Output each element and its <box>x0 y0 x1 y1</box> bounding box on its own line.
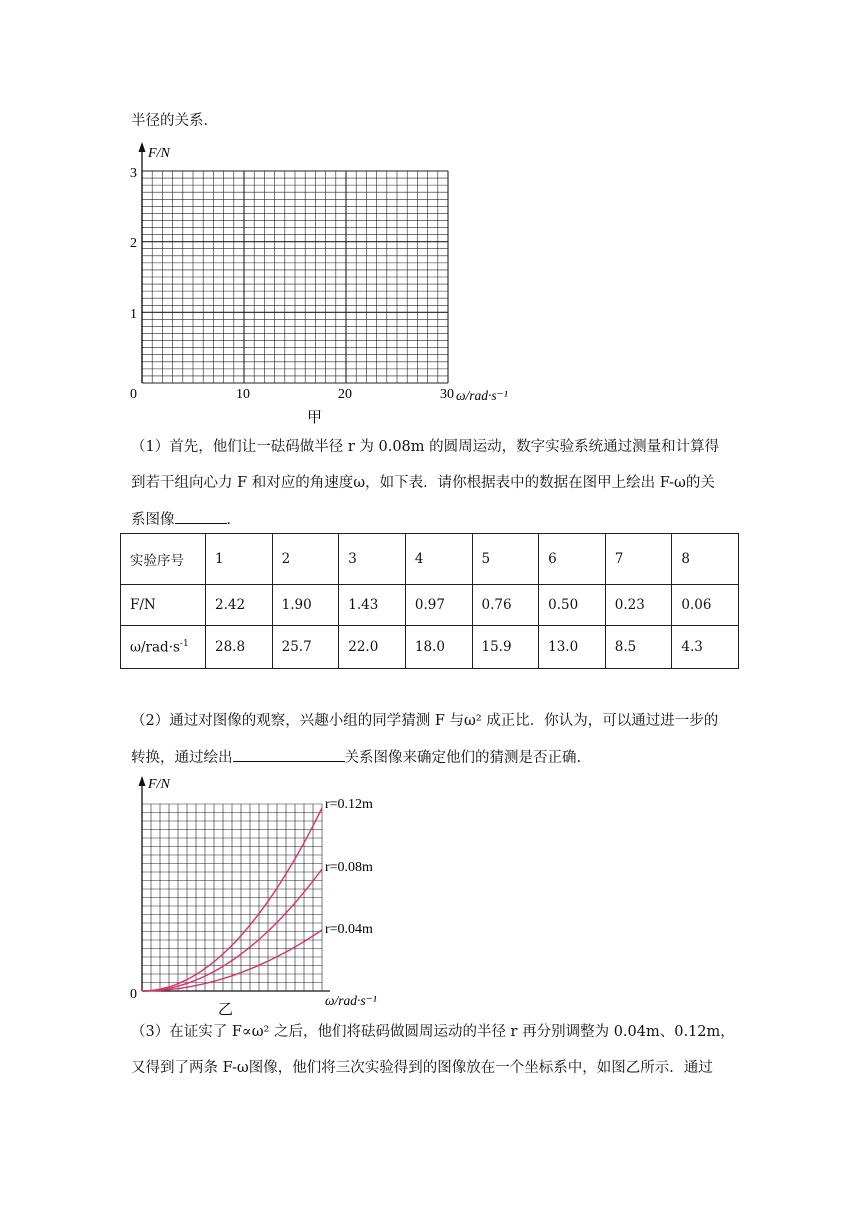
table-cell: 0.23 <box>605 585 672 626</box>
table-cell: 2.42 <box>206 585 273 626</box>
omega-unit-exponent: -1 <box>179 638 189 649</box>
table-cell: 18.0 <box>405 626 472 669</box>
table-cell: 0.76 <box>472 585 539 626</box>
graph-jia-x-tick-30: 30 <box>440 387 454 402</box>
curve-label-r-0.04: r=0.04m <box>325 922 373 937</box>
curve-label-r-0.12: r=0.12m <box>325 797 373 812</box>
table-cell: 1.90 <box>272 585 339 626</box>
curve-r-0.04 <box>142 930 322 991</box>
table-cell: 0.97 <box>405 585 472 626</box>
table-row <box>121 534 739 585</box>
table-cell: 13.0 <box>539 626 606 669</box>
table-cell: 1.43 <box>339 585 406 626</box>
graph-jia-caption: 甲 <box>307 410 323 426</box>
graph-jia-y-tick-1: 1 <box>130 307 137 322</box>
table-row-label: 实验序号 <box>121 534 206 585</box>
curve-r-0.08 <box>142 869 322 991</box>
table-cell: 7 <box>605 534 672 585</box>
table-cell: 25.7 <box>272 626 339 669</box>
graph-jia-x-tick-20: 20 <box>338 387 352 402</box>
graph-yi-origin: 0 <box>130 987 137 1002</box>
table-cell: 5 <box>472 534 539 585</box>
q3-line-1: （3）在证实了 F∝ω² 之后，他们将砝码做圆周运动的半径 r 再分别调整为 0.04m、0.12m， <box>131 1024 735 1040</box>
table-cell: 6 <box>539 534 606 585</box>
graph-jia-y-arrow-icon <box>139 142 146 152</box>
table-row-label: F/N <box>121 585 206 626</box>
graph-yi-grid <box>142 804 330 991</box>
omega-unit-text: ω/rad·s <box>130 639 180 656</box>
q2-line-2-suffix: 关系图像来确定他们的猜测是否正确. <box>344 750 582 766</box>
graph-jia-origin: 0 <box>130 387 137 402</box>
data-table <box>120 533 739 669</box>
table-cell: 2 <box>272 534 339 585</box>
table-cell: 0.06 <box>672 585 739 626</box>
graph-jia-x-tick-10: 10 <box>236 387 250 402</box>
table-row <box>121 585 739 626</box>
graph-jia-y-tick-2: 2 <box>130 236 137 251</box>
q2-line-1: （2）通过对图像的观察，兴趣小组的同学猜测 F 与ω² 成正比．你认为，可以通过进一步的 <box>131 713 719 729</box>
graph-yi-x-label: ω/rad·s⁻¹ <box>325 993 377 1008</box>
table-cell: 3 <box>339 534 406 585</box>
q1-answer-blank[interactable] <box>175 509 227 524</box>
table-cell: 0.50 <box>539 585 606 626</box>
table-cell: 4 <box>405 534 472 585</box>
graph-jia-y-label: F/N <box>148 146 170 161</box>
q1-line-3-prefix: 系图像 <box>131 512 175 528</box>
graph-yi-caption: 乙 <box>218 1002 234 1018</box>
table-cell: 1 <box>206 534 273 585</box>
q2-line-2-prefix: 转换，通过绘出 <box>131 750 233 766</box>
graph-jia-y-tick-3: 3 <box>130 166 137 181</box>
q2-line-2 <box>131 747 581 768</box>
table-cell: 22.0 <box>339 626 406 669</box>
table-cell: 8 <box>672 534 739 585</box>
graph-yi-curves <box>142 808 322 991</box>
table-cell: 15.9 <box>472 626 539 669</box>
table-row <box>121 626 739 669</box>
intro-text: 半径的关系. <box>131 113 209 129</box>
table-row-label <box>121 626 206 669</box>
graph-jia-x-label: ω/rad·s⁻¹ <box>456 388 508 403</box>
curve-label-r-0.08: r=0.08m <box>325 860 373 875</box>
table-cell: 4.3 <box>672 626 739 669</box>
table-cell: 8.5 <box>605 626 672 669</box>
graph-yi-y-label: F/N <box>148 777 170 792</box>
graph-jia-grid <box>142 171 448 383</box>
q1-line-2: 到若干组向心力 F 和对应的角速度ω，如下表．请你根据表中的数据在图甲上绘出 F-ω的关 <box>131 475 715 491</box>
table-cell: 28.8 <box>206 626 273 669</box>
q1-line-1: （1）首先，他们让一砝码做半径 r 为 0.08m 的圆周运动，数字实验系统通过测量和计算得 <box>131 439 720 455</box>
curve-r-0.12 <box>142 808 322 991</box>
q2-answer-blank[interactable] <box>233 747 345 762</box>
q1-line-3-suffix: ． <box>226 512 241 528</box>
q1-line-3 <box>131 509 241 530</box>
graph-yi-y-arrow-icon <box>139 776 146 786</box>
q3-line-2: 又得到了两条 F-ω图像，他们将三次实验得到的图像放在一个坐标系中，如图乙所示．通过 <box>131 1060 713 1076</box>
